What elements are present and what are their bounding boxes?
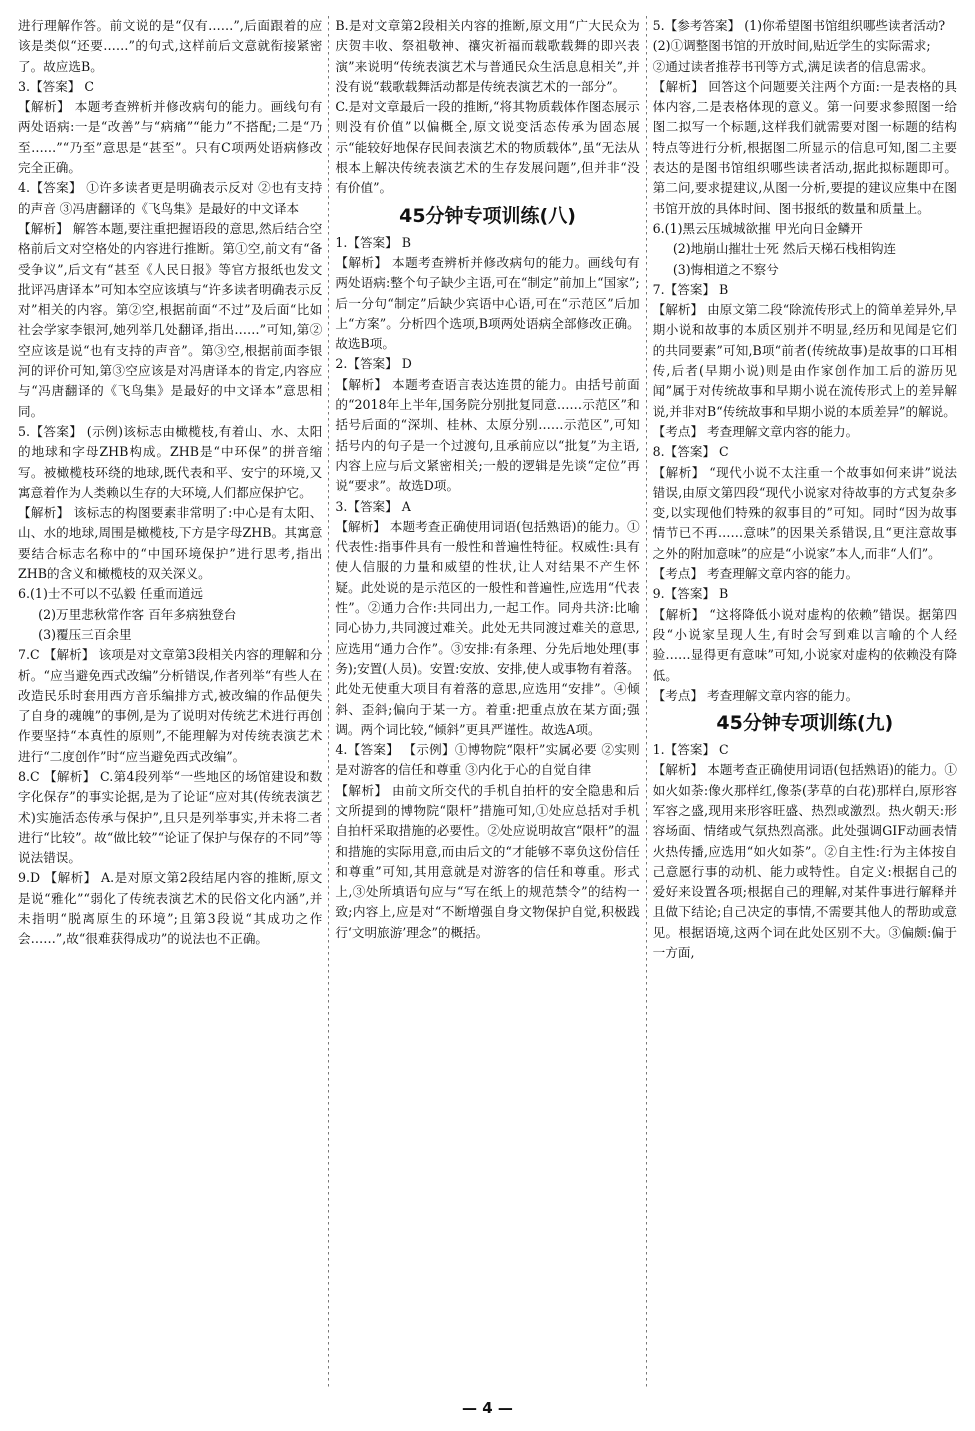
col3-answer-6-2: (2)地崩山摧壮士死 然后天梯石栈相钩连 — [672, 241, 897, 257]
col1-answer-6-2: (2)万里悲秋常作客 百年多病独登台 — [38, 606, 237, 622]
col1-answer-3: 3.【答案】 C — [18, 78, 95, 94]
col2-analysis-3: 【解析】 本题考查正确使用词语(包括熟语)的能力。①代表性:指事件具有一般性和普遍性特征。权威性:具有使人信服的力量和威望的性状,让人对结果不产生怀疑。此处说的是示范区的一般性和普遍性,应选用“代表性”。②通力合作:共同出力,一起工作。同舟共济:比喻同心协力,共同渡过难关。此处无共同渡过难关的意思,应选用“通力合作”。③安排:有条理、分先后地处理(事务);安置(人员)。安置:安放、安排,使人或事物有着落。此处无使重大项目有着落的意思,应选用“安排”。④倾斜、歪斜;偏向于某一方。着重:把重点放在某方面;强调。两个词比较,“倾斜”更具严谨性。故选A项。 — [335, 518, 640, 737]
col1-analysis-5: 【解析】 该标志的构图要素非常明了:中心是有太阳、山、水的地球,周围是橄榄枝,下方是字母ZHB。其寓意要结合标志名称中的“中国环境保护”进行思考,指出ZHB的含义和橄榄枝的双关深义。 — [18, 505, 323, 582]
col2-answer-4: 4.【答案】 【示例】①博物院“限杆”实属必要 ②实则是对游客的信任和尊重 ③内化于心的自觉自律 — [335, 742, 640, 778]
column-2 — [335, 16, 639, 1388]
col1-analysis-4: 【解析】 解答本题,要注重把握语段的意思,然后结合空格前后文对空格处的内容进行推断。第①空,前文有“备受争议”,后文有“甚至《人民日报》等官方报纸也发文批评冯唐译本”可知本空应该填与“许多读者明确表示反对”相关的内容。第②空,根据前面“不过”及后面“比如社会学家李银河,她列举几处翻译,指出……”可知,第②空应该是说“也有支持的声音”。第③空,根据前面李银河的评价可知,第③空应该是对冯唐译本的肯定,内容应与“冯唐翻译的《飞鸟集》是最好的中文译本”意思相同。 — [18, 220, 323, 419]
col3-analysis-1: 【解析】 本题考查正确使用词语(包括熟语)的能力。①如火如荼:像火那样红,像荼(茅草的白花)那样白,原形容军容之盛,现用来形容旺盛、热烈或激烈。热火朝天:形容场面、情绪或气氛热烈高涨。此处强调GIF动画表情火热传播,应选用“如火如荼”。②自主性:行为主体按自己意愿行事的动机、能力或特性。自定义:根据自己的爱好来设置各项;根据自己的理解,对某件事进行解释并且做下结论;自己决定的事情,不需要其他人的帮助或意见。根据语境,这两个词在此处区别不大。③偏颇:偏于一方面, — [652, 762, 958, 961]
col2-para-c: C.是对文章最后一段的推断,“将其物质载体作图态展示则没有价值”以偏概全,原文说变活态传承为固态展示“能较好地保存民间表演艺术的物质载体”,虽“无法从根本上解决传统表演艺术的生存发展问题”,但并非“没有价值”。 — [335, 99, 640, 196]
col3-answer-9: 9.【答案】 B — [652, 586, 729, 602]
column-1 — [18, 16, 322, 1388]
col2-analysis-4: 【解析】 由前文所交代的手机自拍杆的安全隐患和后文所提到的博物院“限杆”措施可知,①处应总括对手机自拍杆采取措施的必要性。②处应说明故宫“限杆”的温和措施的实际用意,而由后文的“才能够不辜负这份信任和尊重”可知,其用意就是对游客的信任和尊重。形式上,③处所填语句应与“写在纸上的规范禁令”的结构一致;内容上,应是对“不断增强自身文物保护自觉,积极践行‘文明旅游’理念”的概括。 — [335, 782, 640, 940]
col3-analysis-5: 【解析】 回答这个问题要关注两个方面:一是表格的具体内容,二是表格体现的意义。第一问要求参照图一给图二拟写一个标题,这样我们就需要对图一标题的结构特点等进行分析,根据图二所显示的信息可知,图二主要表达的是图书馆组织哪些读者活动,据此拟标题即可。第二问,要求提建议,从图一分析,要提的建议应集中在图书馆开放的具体时间、图书报纸的数量和质量上。 — [652, 78, 958, 216]
col1-answer-5: 5.【答案】 (示例)该标志由橄榄枝,有着山、水、太阳的地球和字母ZHB构成。ZHB是“中环保”的拼音缩写。被橄榄枝环绕的地球,既代表和平、安宁的环境,又寓意着作为人类赖以生存的大环境,人们都应保护它。 — [18, 423, 323, 500]
col3-point-7: 【考点】 考查理解文章内容的能力。 — [652, 423, 859, 439]
section-heading-9: 45分钟专项训练(九) — [716, 712, 894, 735]
col3-answer-5-2a: (2)①调整图书馆的开放时间,贴近学生的实际需求; — [652, 38, 931, 54]
col3-answer-6-1: 6.(1)黑云压城城欲摧 甲光向日金鳞开 — [652, 220, 863, 236]
col3-answer-7: 7.【答案】 B — [652, 281, 729, 297]
col3-point-9: 【考点】 考查理解文章内容的能力。 — [652, 687, 859, 703]
col3-analysis-9: 【解析】 “这将降低小说对虚构的依赖”错误。据第四段“小说家呈现人生,有时会写到难以言喻的个人经验……显得更有意味”可知,小说家对虚构的依赖没有降低。 — [652, 606, 958, 683]
col2-answer-1: 1.【答案】 B — [335, 234, 411, 250]
col1-answer-7: 7.C 【解析】 该项是对文章第3段相关内容的理解和分析。“应当避免西式改编”分析错误,作者列举“有些人在改造民乐时套用西方音乐编排方式,被改编的作品便失了自身的魂魄”的事例,是为了说明对传统艺术进行再创作要坚持“本真性的原则”,不能理解为对传统表演艺术进行“二度创作”时“应当避免西式改编”。 — [18, 647, 323, 764]
col2-analysis-2: 【解析】 本题考查语言表达连贯的能力。由括号前面的“2018年上半年,国务院分别批复同意……示范区”和括号后面的“深圳、桂林、太原分别……示范区”,可知括号内的句子是一个过渡句,且承前应以“批复”为主语,内容上应与后文紧密相关;一般的逻辑是先谈“定位”再说“要求”。故选D项。 — [335, 376, 640, 494]
col3-answer-5-2b: ②通过读者推荐书刊等方式,满足读者的信息需求。 — [652, 58, 934, 74]
col3-point-8: 【考点】 考查理解文章内容的能力。 — [652, 566, 859, 582]
column-divider — [328, 16, 329, 1388]
col1-analysis-3: 【解析】 本题考查辨析并修改病句的能力。画线句有两处语病:一是“改善”与“病痛”“能力”不搭配;二是“乃至……”“乃至”意思是“甚至”。只有C项两处语病修改完全正确。 — [18, 99, 323, 176]
col2-analysis-1: 【解析】 本题考查辨析并修改病句的能力。画线句有两处语病:整个句子缺少主语,可在“制定”前加上“国家”;后一分句“制定”后缺少宾语中心语,可在“示范区”后加上“方案”。分析四个选项,B项两处语病全部修改正确。故选B项。 — [335, 254, 640, 352]
col1-answer-6-3: (3)覆压三百余里 — [38, 626, 132, 642]
col3-analysis-7: 【解析】 由原文第二段“除流传形式上的简单差异外,早期小说和故事的本质区别并不明显,经历和见闻是它们的共同要素”可知,B项“前者(传统故事)是故事的口耳相传,后者(早期小说)则是由作家创作加工后的游历见闻”属于对传统故事和早期小说在流传形式上的差异解说,并非对B“传统故事和早期小说的本质差异”的解说。 — [652, 302, 958, 419]
col3-answer-1: 1.【答案】 C — [652, 742, 729, 758]
col2-answer-2: 2.【答案】 D — [335, 356, 412, 372]
col2-para-b: B.是对文章第2段相关内容的推断,原文用“广大民众为庆贺丰收、祭祖敬神、禳灾祈福而载歌载舞的即兴表演”来说明“传统表演艺术与普通民众生活息息相关”,并没有说“载歌载舞活动都是传统表演艺术的一部分”。 — [335, 18, 640, 94]
col1-answer-8: 8.C 【解析】 C.第4段列举“一些地区的场馆建设和数字化保存”的事实论据,是为了论证“应对其(传统表演艺术)实施活态传承与保护”,且只是列举事实,并未将二者进行“比较”。故“做比较”“论证了保护与保存的不同”等说法错误。 — [18, 768, 323, 866]
col1-para: 进行理解作答。前文说的是“仅有……”,后面跟着的应该是类似“还要……”的句式,这样前后文意就衔接紧密了。故应选B。 — [18, 18, 323, 74]
col1-answer-9: 9.D 【解析】 A.是对原文第2段结尾内容的推断,原文是说“雅化”“弱化了传统表演艺术的民俗文化内涵”,并未指明“脱离原生的环境”;且第3段说“其成功之作会……”,故“很难获得成功”的说法也不正确。 — [18, 870, 323, 947]
col1-answer-4: 4.【答案】 ①许多读者更是明确表示反对 ②也有支持的声音 ③冯唐翻译的《飞鸟集》是最好的中文译本 — [18, 180, 323, 216]
section-heading-8: 45分钟专项训练(八) — [399, 204, 576, 227]
column-3 — [653, 16, 957, 1388]
page-number: — 4 — — [462, 1399, 513, 1417]
col3-analysis-8: 【解析】 “现代小说不太注重一个故事如何来讲”说法错误,由原文第四段“现代小说家对待故事的方式复杂多变,以实现他们特殊的叙事目的”可知。同时“因为故事情节已不再……意味”的因果关系错误,且“更注意故事之外的附加意味”的应是“小说家”本人,而非“人们”。 — [652, 464, 958, 561]
col3-answer-8: 8.【答案】 C — [652, 444, 729, 460]
col2-answer-3: 3.【答案】 A — [335, 498, 411, 514]
column-divider — [646, 16, 647, 1388]
col3-answer-5: 5.【参考答案】 (1)你希望图书馆组织哪些读者活动? — [652, 18, 946, 33]
col3-answer-6-3: (3)悔相道之不察兮 — [672, 261, 779, 277]
text-columns — [18, 16, 957, 1388]
col1-answer-6-1: 6.(1)士不可以不弘毅 任重而道远 — [18, 586, 203, 602]
